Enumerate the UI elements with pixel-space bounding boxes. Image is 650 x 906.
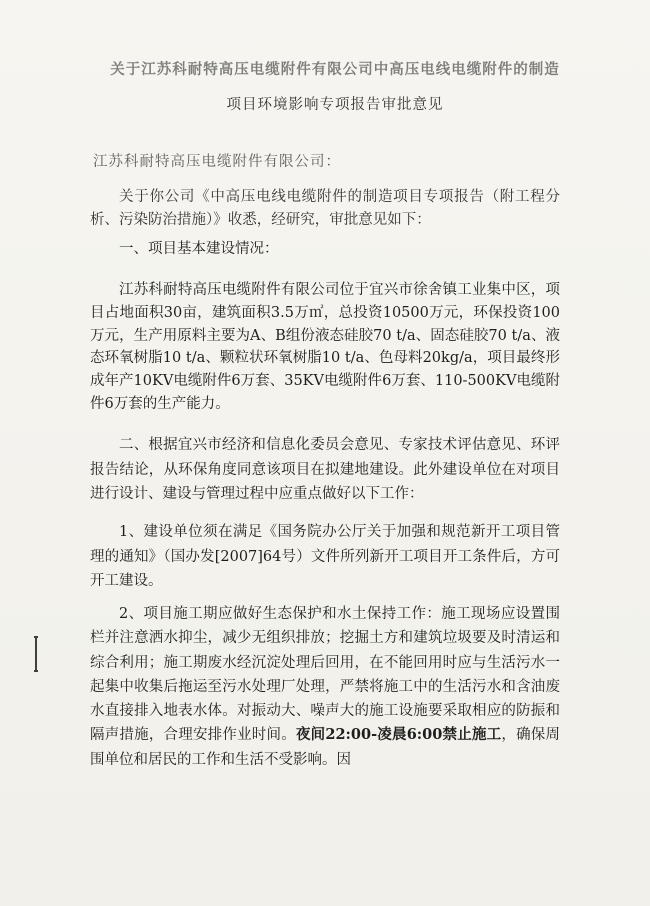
document-title-line2: 项目环境影响专项报告审批意见: [226, 97, 444, 113]
document-title-line1: 关于江苏科耐特高压电缆附件有限公司中高压电线电缆附件的制造: [110, 61, 560, 78]
item2-text-end: ，确保周围单位和居民的工作和生活不受影响。因: [90, 727, 561, 768]
scan-margin-mark: [35, 636, 37, 672]
item2-paragraph: [90, 602, 560, 772]
intro-paragraph: 关于你公司《中高压电线电缆附件的制造项目专项报告（附工程分析、污染防治措施）》收悉，经研究，审批意见如下：: [90, 189, 560, 228]
item2-text-start: 2、项目施工期应做好生态保护和水土保持工作：施工现场应设置围栏并注意洒水抑尘，减少无组织排放；挖掘土方和建筑垃圾要及时清运和综合利用；施工期废水经沉淀处理后回用，在不能回用时应与生活污水一起集中收集后拖运至污水处理厂处理，严禁将施工中的生活污水和含油废水直接排入地表水体。对振动大、噪声大的施工设施要采取相应的防振和隔声措施，合理安排作业时间。: [90, 606, 560, 744]
section1-body: 江苏科耐特高压电缆附件有限公司位于宜兴市徐舍镇工业集中区，项目占地面积30亩，建筑面积3.5万㎡，总投资10500万元，环保投资100万元，生产用原料主要为A、B组份液态硅胶70 t/a、固态硅胶70 t/a、液态环氧树脂10 t/a、颗粒状环氧树脂10 t/a、色母料20kg/a，项目最终形成年产10KV电缆附件6万套、35KV电缆附件6万套、110-500KV电缆附件6万套的生产能力。: [90, 282, 560, 412]
addressee: 江苏科耐特高压电缆附件有限公司：: [93, 154, 341, 170]
item1-paragraph: 1、建设单位须在满足《国务院办公厅关于加强和规范新开工项目管理的通知》（国办发[2007]64号）文件所列新开工项目开工条件后，方可开工建设。: [90, 524, 560, 589]
section1-heading: 一、项目基本建设情况：: [119, 241, 279, 257]
section2-paragraph: 二、根据宜兴市经济和信息化委员会意见、专家技术评估意见、环评报告结论，从环保角度同意该项目在拟建地建设。此外建设单位在对项目进行设计、建设与管理过程中应重点做好以下工作：: [90, 437, 560, 502]
night-construction-ban: 夜间22:00-凌晨6:00禁止施工: [295, 726, 502, 744]
